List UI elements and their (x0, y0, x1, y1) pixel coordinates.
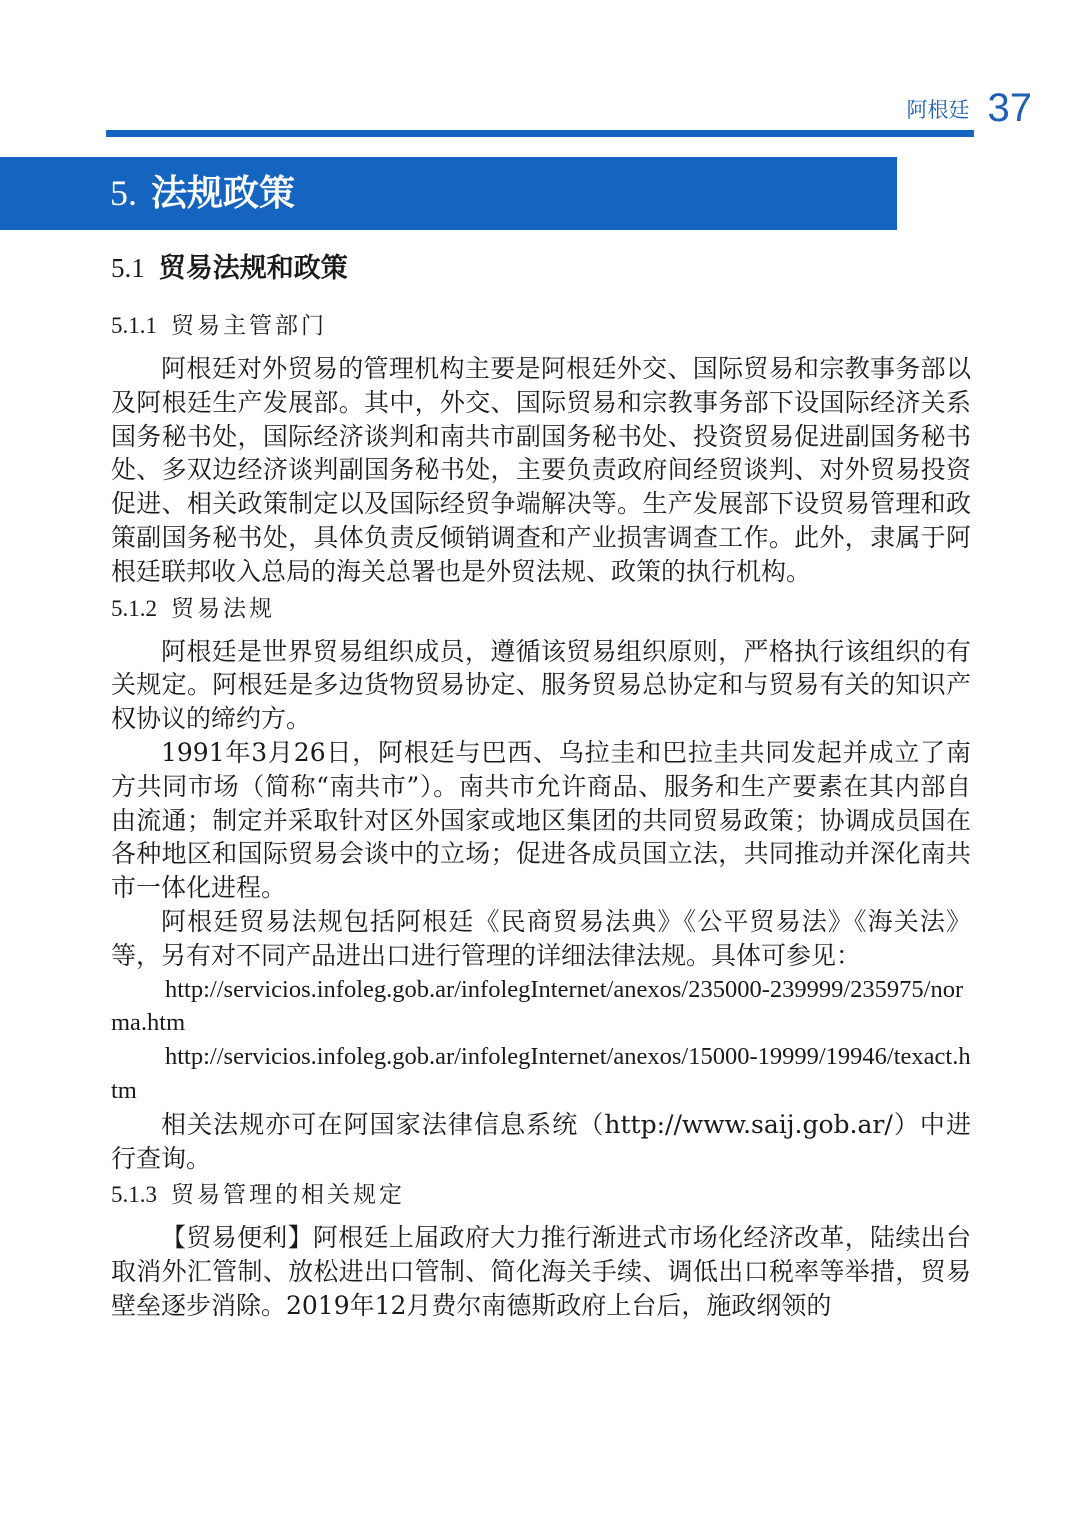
subsection-title: 贸易主管部门 (171, 313, 327, 339)
paragraph: 【贸易便利】阿根廷上届政府大力推行渐进式市场化经济改革，陆续出台取消外汇管制、放松进出口管制、简化海关手续、调低出口税率等举措，贸易壁垒逐步消除。2019年12月费尔南德斯政府上台后，施政纲领的 (111, 1223, 971, 1320)
chapter-number: 5. (110, 173, 137, 213)
reference-url[interactable]: http://servicios.infoleg.gob.ar/infolegInternet/anexos/15000-19999/19946/texact.htm (111, 1043, 971, 1104)
subsection-number: 5.1.3 (111, 1182, 157, 1208)
paragraph: 相关法规亦可在阿国家法律信息系统（http://www.saij.gob.ar/）中进行查询。 (111, 1109, 971, 1173)
subsection-title: 贸易管理的相关规定 (171, 1182, 405, 1209)
chapter-title-text: 法规政策 (151, 173, 296, 214)
subsection-number: 5.1.1 (111, 313, 157, 338)
subsection-heading-5-1-1 (111, 308, 971, 344)
section-number: 5.1 (111, 253, 145, 283)
paragraph: 阿根廷是世界贸易组织成员，遵循该贸易组织原则，严格执行该组织的有关规定。阿根廷是多边货物贸易协定、服务贸易总协定和与贸易有关的知识产权协议的缔约方。 (111, 636, 971, 734)
subsection-number: 5.1.2 (111, 595, 157, 621)
running-header-country: 阿根廷 (906, 98, 970, 122)
chapter-banner (0, 157, 897, 230)
reference-url[interactable]: http://servicios.infoleg.gob.ar/infolegInternet/anexos/235000-239999/235975/norma.htm (111, 975, 964, 1037)
paragraph: 阿根廷贸易法规包括阿根廷《民商贸易法典》《公平贸易法》《海关法》等，另有对不同产品进出口进行管理的详细法律法规。具体可参见： (111, 906, 971, 970)
header-rule (106, 130, 974, 137)
page-number: 37 (987, 86, 1032, 130)
subsection-heading-5-1-3 (111, 1177, 971, 1213)
chapter-title (110, 157, 295, 230)
running-header (907, 86, 1033, 130)
subsection-heading-5-1-2 (111, 591, 971, 627)
paragraph: 1991年3月26日，阿根廷与巴西、乌拉圭和巴拉圭共同发起并成立了南方共同市场（简称“南共市”）。南共市允许商品、服务和生产要素在其内部自由流通；制定并采取针对区外国家或地区集团的共同贸易政策；协调成员国在各种地区和国际贸易会谈中的立场；促进各成员国立法，共同推动并深化南共市一体化进程。 (111, 737, 971, 903)
page-content (111, 247, 971, 1323)
section-title: 贸易法规和政策 (158, 253, 348, 284)
paragraph: 阿根廷对外贸易的管理机构主要是阿根廷外交、国际贸易和宗教事务部以及阿根廷生产发展部。其中，外交、国际贸易和宗教事务部下设国际经济关系国务秘书处，国际经济谈判和南共市副国务秘书处、投资贸易促进副国务秘书处、多双边经济谈判副国务秘书处，主要负责政府间经贸谈判、对外贸易投资促进、相关政策制定以及国际经贸争端解决等。生产发展部下设贸易管理和政策副国务秘书处，具体负责反倾销调查和产业损害调查工作。此外，隶属于阿根廷联邦收入总局的海关总署也是外贸法规、政策的执行机构。 (111, 354, 971, 586)
subsection-title: 贸易法规 (171, 595, 275, 622)
section-heading-5-1 (111, 247, 971, 290)
